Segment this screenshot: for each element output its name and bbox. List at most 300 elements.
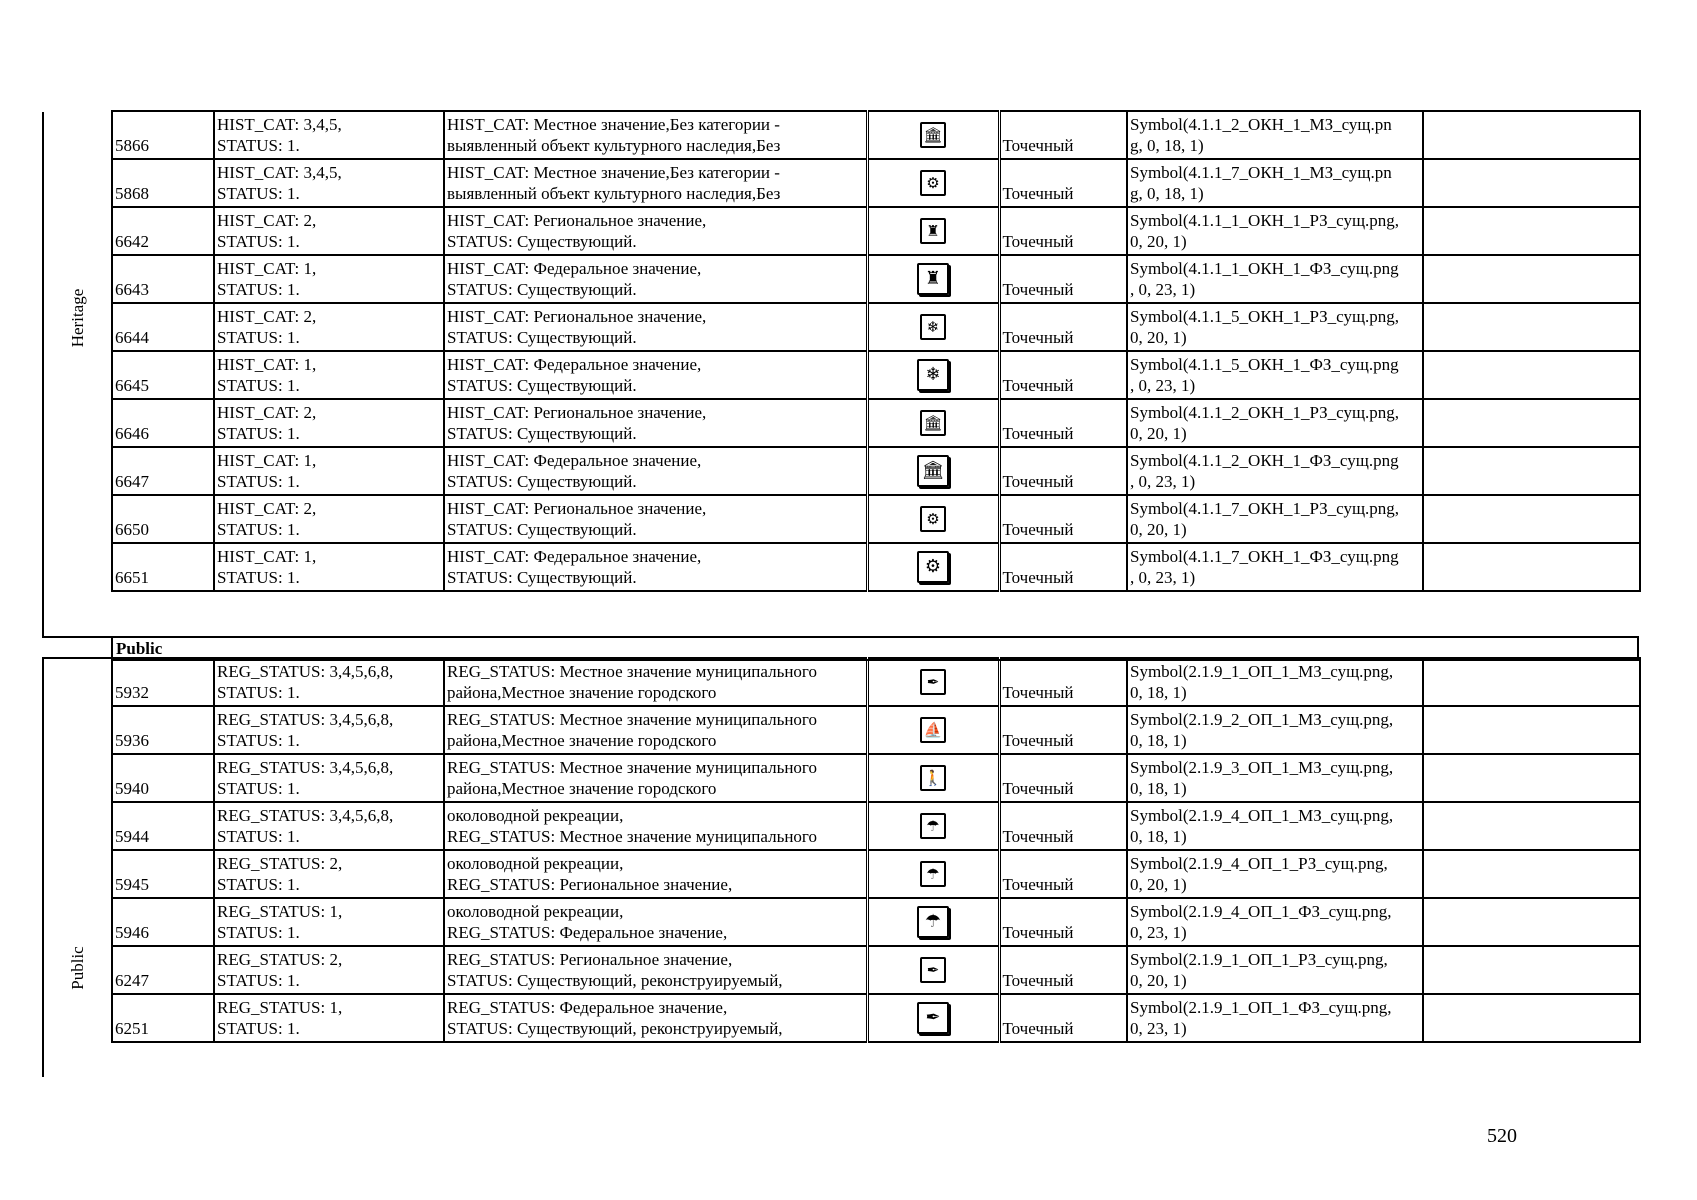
condition-line-2: STATUS: 1. <box>217 827 300 846</box>
symbol-line-1: Symbol(4.1.1_1_ОКН_1_ФЗ_сущ.png <box>1130 259 1399 278</box>
geometry-type-cell <box>999 207 1127 255</box>
condition-cell <box>214 303 444 351</box>
symbol-expression-cell <box>1127 754 1423 802</box>
description-line-1: REG_STATUS: Региональное значение, <box>447 950 733 969</box>
description-cell <box>444 399 867 447</box>
description-line-2: STATUS: Существующий, реконструируемый, <box>447 971 783 990</box>
description-line-2: STATUS: Существующий. <box>447 520 637 539</box>
row-id: 6650 <box>115 520 149 539</box>
symbol-line-2: 0, 20, 1) <box>1130 971 1187 990</box>
symbol-preview-cell <box>867 850 999 898</box>
table-row <box>112 802 1640 850</box>
table-row <box>112 946 1640 994</box>
description-line-1: HIST_CAT: Местное значение,Без категории - <box>447 115 780 134</box>
symbol-preview-cell <box>867 898 999 946</box>
symbol-preview-cell <box>867 111 999 159</box>
symbol-line-1: Symbol(2.1.9_4_ОП_1_ФЗ_сущ.png, <box>1130 902 1392 921</box>
symbol-line-1: Symbol(2.1.9_1_ОП_1_ФЗ_сущ.png, <box>1130 998 1392 1017</box>
description-line-2: STATUS: Существующий. <box>447 472 637 491</box>
empty-cell <box>1423 447 1640 495</box>
description-line-1: HIST_CAT: Региональное значение, <box>447 307 707 326</box>
row-id: 6642 <box>115 232 149 251</box>
condition-line-1: REG_STATUS: 3,4,5,6,8, <box>217 710 394 729</box>
condition-line-2: STATUS: 1. <box>217 971 300 990</box>
condition-line-1: HIST_CAT: 1, <box>217 355 317 374</box>
symbol-line-2: 0, 23, 1) <box>1130 1019 1187 1038</box>
description-cell <box>444 207 867 255</box>
symbol-line-1: Symbol(2.1.9_1_ОП_1_МЗ_сущ.png, <box>1130 662 1394 681</box>
geometry-type: Точечный <box>1002 779 1074 798</box>
symbol-line-1: Symbol(4.1.1_2_ОКН_1_МЗ_сущ.pn <box>1130 115 1392 134</box>
condition-line-1: REG_STATUS: 3,4,5,6,8, <box>217 758 394 777</box>
description-cell <box>444 754 867 802</box>
description-line-1: HIST_CAT: Региональное значение, <box>447 403 707 422</box>
public-style-table <box>111 657 1641 1043</box>
empty-cell <box>1423 850 1640 898</box>
symbol-line-1: Symbol(2.1.9_4_ОП_1_МЗ_сущ.png, <box>1130 806 1394 825</box>
geometry-type-cell <box>999 706 1127 754</box>
geometry-type: Точечный <box>1002 923 1074 942</box>
geometry-type-cell <box>999 850 1127 898</box>
row-id: 5936 <box>115 731 149 750</box>
condition-line-1: HIST_CAT: 2, <box>217 499 317 518</box>
description-line-2: STATUS: Существующий. <box>447 568 637 587</box>
description-line-2: района,Местное значение городского <box>447 779 717 798</box>
geometry-type-cell <box>999 399 1127 447</box>
description-line-2: района,Местное значение городского <box>447 731 717 750</box>
symbol-expression-cell <box>1127 495 1423 543</box>
symbol-expression-cell <box>1127 802 1423 850</box>
row-id: 5946 <box>115 923 149 942</box>
condition-line-2: STATUS: 1. <box>217 280 300 299</box>
symbol-preview-cell <box>867 543 999 591</box>
condition-line-2: STATUS: 1. <box>217 136 300 155</box>
heritage-section-bottom-rule <box>42 636 112 638</box>
condition-line-1: HIST_CAT: 3,4,5, <box>217 163 342 182</box>
empty-cell <box>1423 351 1640 399</box>
symbol-line-1: Symbol(4.1.1_7_ОКН_1_РЗ_сущ.png, <box>1130 499 1400 518</box>
description-line-2: REG_STATUS: Региональное значение, <box>447 875 733 894</box>
description-cell <box>444 111 867 159</box>
condition-cell <box>214 159 444 207</box>
row-id-cell <box>112 706 214 754</box>
empty-cell <box>1423 658 1640 706</box>
geometry-type: Точечный <box>1002 1019 1074 1038</box>
condition-cell <box>214 111 444 159</box>
table-row <box>112 303 1640 351</box>
geometry-type: Точечный <box>1002 568 1074 587</box>
empty-cell <box>1423 399 1640 447</box>
symbol-line-2: , 0, 23, 1) <box>1130 568 1196 587</box>
condition-cell <box>214 898 444 946</box>
empty-cell <box>1423 495 1640 543</box>
row-id-cell <box>112 159 214 207</box>
condition-line-2: STATUS: 1. <box>217 683 300 702</box>
symbol-preview-cell <box>867 447 999 495</box>
condition-line-1: REG_STATUS: 2, <box>217 950 343 969</box>
condition-line-2: STATUS: 1. <box>217 731 300 750</box>
condition-cell <box>214 802 444 850</box>
table-row <box>112 898 1640 946</box>
row-id-cell <box>112 754 214 802</box>
geometry-type: Точечный <box>1002 731 1074 750</box>
feather-icon: ✒ <box>920 669 946 695</box>
description-line-2: выявленный объект культурного наследия,Без <box>447 136 781 155</box>
table-row <box>112 351 1640 399</box>
boat-icon: ⛵ <box>920 717 946 743</box>
table-row <box>112 207 1640 255</box>
description-cell <box>444 706 867 754</box>
row-id: 5940 <box>115 779 149 798</box>
symbol-line-1: Symbol(4.1.1_1_ОКН_1_РЗ_сущ.png, <box>1130 211 1400 230</box>
row-id: 6647 <box>115 472 149 491</box>
symbol-line-2: 0, 20, 1) <box>1130 520 1187 539</box>
description-line-1: HIST_CAT: Федеральное значение, <box>447 355 702 374</box>
gear-monument-icon: ⚙ <box>917 551 949 583</box>
geometry-type: Точечный <box>1002 683 1074 702</box>
symbol-expression-cell <box>1127 850 1423 898</box>
description-cell <box>444 658 867 706</box>
description-line-2: выявленный объект культурного наследия,Без <box>447 184 781 203</box>
condition-line-1: HIST_CAT: 2, <box>217 211 317 230</box>
condition-line-2: STATUS: 1. <box>217 376 300 395</box>
geometry-type: Точечный <box>1002 376 1074 395</box>
symbol-preview-cell <box>867 706 999 754</box>
description-cell <box>444 447 867 495</box>
row-id-cell <box>112 946 214 994</box>
empty-cell <box>1423 159 1640 207</box>
geometry-type-cell <box>999 802 1127 850</box>
condition-cell <box>214 706 444 754</box>
row-id: 5868 <box>115 184 149 203</box>
geometry-type: Точечный <box>1002 232 1074 251</box>
row-id-cell <box>112 898 214 946</box>
row-id-cell <box>112 111 214 159</box>
empty-cell <box>1423 207 1640 255</box>
row-id-cell <box>112 447 214 495</box>
table-row <box>112 658 1640 706</box>
symbol-expression-cell <box>1127 303 1423 351</box>
condition-cell <box>214 543 444 591</box>
symbol-preview-cell <box>867 994 999 1042</box>
condition-line-1: HIST_CAT: 1, <box>217 451 317 470</box>
umbrella-icon: ☂ <box>917 906 949 938</box>
row-id: 6643 <box>115 280 149 299</box>
geometry-type: Точечный <box>1002 971 1074 990</box>
condition-line-2: STATUS: 1. <box>217 472 300 491</box>
row-id-cell <box>112 802 214 850</box>
empty-cell <box>1423 111 1640 159</box>
geometry-type: Точечный <box>1002 827 1074 846</box>
description-cell <box>444 495 867 543</box>
feather-icon: ✒ <box>917 1002 949 1034</box>
museum-icon: 🏛 <box>920 410 946 436</box>
description-cell <box>444 255 867 303</box>
museum-icon: 🏛 <box>920 122 946 148</box>
row-id: 6251 <box>115 1019 149 1038</box>
table-row <box>112 543 1640 591</box>
geometry-type-cell <box>999 495 1127 543</box>
table-row <box>112 159 1640 207</box>
table-row <box>112 495 1640 543</box>
condition-line-1: REG_STATUS: 3,4,5,6,8, <box>217 806 394 825</box>
table-row <box>112 447 1640 495</box>
symbol-expression-cell <box>1127 946 1423 994</box>
symbol-expression-cell <box>1127 399 1423 447</box>
geometry-type: Точечный <box>1002 520 1074 539</box>
row-id: 6651 <box>115 568 149 587</box>
geometry-type-cell <box>999 754 1127 802</box>
empty-cell <box>1423 543 1640 591</box>
table-row <box>112 399 1640 447</box>
description-line-1: околоводной рекреации, <box>447 854 624 873</box>
museum-icon: 🏛 <box>917 455 949 487</box>
condition-line-2: STATUS: 1. <box>217 779 300 798</box>
geometry-type: Точечный <box>1002 136 1074 155</box>
heritage-section-label: Heritage <box>68 288 87 348</box>
row-id: 6247 <box>115 971 149 990</box>
page-number: 520 <box>1487 1125 1517 1147</box>
row-id: 5945 <box>115 875 149 894</box>
condition-line-1: REG_STATUS: 3,4,5,6,8, <box>217 662 394 681</box>
geometry-type-cell <box>999 658 1127 706</box>
row-id-cell <box>112 994 214 1042</box>
description-line-1: HIST_CAT: Региональное значение, <box>447 499 707 518</box>
symbol-preview-cell <box>867 159 999 207</box>
condition-line-1: REG_STATUS: 1, <box>217 998 343 1017</box>
empty-cell <box>1423 994 1640 1042</box>
description-line-1: HIST_CAT: Федеральное значение, <box>447 259 702 278</box>
geometry-type-cell <box>999 303 1127 351</box>
empty-cell <box>1423 898 1640 946</box>
description-cell <box>444 543 867 591</box>
symbol-expression-cell <box>1127 159 1423 207</box>
empty-cell <box>1423 802 1640 850</box>
condition-cell <box>214 658 444 706</box>
symbol-line-2: 0, 18, 1) <box>1130 731 1187 750</box>
condition-cell <box>214 447 444 495</box>
condition-line-1: HIST_CAT: 2, <box>217 307 317 326</box>
row-id-cell <box>112 351 214 399</box>
row-id-cell <box>112 255 214 303</box>
symbol-line-1: Symbol(4.1.1_7_ОКН_1_МЗ_сущ.pn <box>1130 163 1392 182</box>
row-id: 6645 <box>115 376 149 395</box>
description-line-1: REG_STATUS: Местное значение муниципального <box>447 710 817 729</box>
condition-cell <box>214 946 444 994</box>
gear-monument-icon: ⚙ <box>920 170 946 196</box>
description-line-2: REG_STATUS: Федеральное значение, <box>447 923 728 942</box>
symbol-line-2: 0, 20, 1) <box>1130 424 1187 443</box>
geometry-type-cell <box>999 159 1127 207</box>
condition-line-1: HIST_CAT: 1, <box>217 547 317 566</box>
row-id-cell <box>112 658 214 706</box>
walker-icon: 🚶 <box>920 765 946 791</box>
condition-cell <box>214 255 444 303</box>
symbol-expression-cell <box>1127 994 1423 1042</box>
empty-cell <box>1423 303 1640 351</box>
symbol-line-1: Symbol(4.1.1_5_ОКН_1_ФЗ_сущ.png <box>1130 355 1399 374</box>
symbol-expression-cell <box>1127 351 1423 399</box>
row-id-cell <box>112 850 214 898</box>
description-cell <box>444 159 867 207</box>
condition-line-1: REG_STATUS: 1, <box>217 902 343 921</box>
symbol-expression-cell <box>1127 543 1423 591</box>
condition-line-1: REG_STATUS: 2, <box>217 854 343 873</box>
description-line-2: STATUS: Существующий. <box>447 328 637 347</box>
heritage-style-table <box>111 110 1641 592</box>
symbol-expression-cell <box>1127 898 1423 946</box>
condition-line-2: STATUS: 1. <box>217 568 300 587</box>
gear-monument-icon: ⚙ <box>920 506 946 532</box>
symbol-line-2: 0, 20, 1) <box>1130 232 1187 251</box>
symbol-line-1: Symbol(4.1.1_2_ОКН_1_ФЗ_сущ.png <box>1130 451 1399 470</box>
symbol-expression-cell <box>1127 207 1423 255</box>
row-id-cell <box>112 207 214 255</box>
symbol-line-2: , 0, 23, 1) <box>1130 280 1196 299</box>
empty-cell <box>1423 754 1640 802</box>
monument-icon: ♜ <box>920 218 946 244</box>
symbol-line-2: 0, 18, 1) <box>1130 779 1187 798</box>
row-id-cell <box>112 399 214 447</box>
table-row <box>112 255 1640 303</box>
symbol-line-2: 0, 18, 1) <box>1130 827 1187 846</box>
row-id: 6646 <box>115 424 149 443</box>
symbol-preview-cell <box>867 946 999 994</box>
public-section-label: Public <box>68 946 87 990</box>
description-line-1: HIST_CAT: Федеральное значение, <box>447 547 702 566</box>
description-cell <box>444 898 867 946</box>
symbol-line-2: , 0, 23, 1) <box>1130 472 1196 491</box>
description-line-2: STATUS: Существующий. <box>447 280 637 299</box>
description-cell <box>444 946 867 994</box>
condition-line-2: STATUS: 1. <box>217 232 300 251</box>
symbol-line-1: Symbol(4.1.1_2_ОКН_1_РЗ_сущ.png, <box>1130 403 1400 422</box>
description-line-1: REG_STATUS: Местное значение муниципального <box>447 758 817 777</box>
monument-icon: ♜ <box>917 263 949 295</box>
condition-line-2: STATUS: 1. <box>217 520 300 539</box>
condition-cell <box>214 994 444 1042</box>
description-cell <box>444 303 867 351</box>
symbol-expression-cell <box>1127 706 1423 754</box>
description-line-1: околоводной рекреации, <box>447 902 624 921</box>
condition-cell <box>214 399 444 447</box>
geometry-type: Точечный <box>1002 184 1074 203</box>
empty-cell <box>1423 946 1640 994</box>
geometry-type-cell <box>999 447 1127 495</box>
row-id-cell <box>112 495 214 543</box>
description-line-1: REG_STATUS: Федеральное значение, <box>447 998 728 1017</box>
symbol-line-2: 0, 18, 1) <box>1130 683 1187 702</box>
condition-line-1: HIST_CAT: 3,4,5, <box>217 115 342 134</box>
row-id: 5866 <box>115 136 149 155</box>
symbol-line-2: g, 0, 18, 1) <box>1130 184 1204 203</box>
row-id: 5932 <box>115 683 149 702</box>
symbol-preview-cell <box>867 207 999 255</box>
symbol-line-1: Symbol(4.1.1_5_ОКН_1_РЗ_сущ.png, <box>1130 307 1400 326</box>
symbol-line-1: Symbol(2.1.9_2_ОП_1_МЗ_сущ.png, <box>1130 710 1394 729</box>
condition-cell <box>214 850 444 898</box>
geometry-type: Точечный <box>1002 472 1074 491</box>
table-row <box>112 754 1640 802</box>
symbol-expression-cell <box>1127 658 1423 706</box>
geometry-type-cell <box>999 898 1127 946</box>
symbol-line-1: Symbol(2.1.9_3_ОП_1_МЗ_сущ.png, <box>1130 758 1394 777</box>
condition-cell <box>214 495 444 543</box>
symbol-preview-cell <box>867 303 999 351</box>
symbol-preview-cell <box>867 754 999 802</box>
description-cell <box>444 850 867 898</box>
condition-line-2: STATUS: 1. <box>217 1019 300 1038</box>
geometry-type-cell <box>999 111 1127 159</box>
umbrella-icon: ☂ <box>920 861 946 887</box>
condition-cell <box>214 207 444 255</box>
public-section-border <box>42 657 44 1077</box>
condition-line-2: STATUS: 1. <box>217 875 300 894</box>
condition-line-2: STATUS: 1. <box>217 424 300 443</box>
symbol-line-2: g, 0, 18, 1) <box>1130 136 1204 155</box>
public-section-top-rule <box>42 657 112 659</box>
symbol-expression-cell <box>1127 255 1423 303</box>
description-cell <box>444 994 867 1042</box>
symbol-expression-cell <box>1127 111 1423 159</box>
row-id: 6644 <box>115 328 149 347</box>
condition-cell <box>214 754 444 802</box>
description-line-1: околоводной рекреации, <box>447 806 624 825</box>
symbol-line-2: 0, 23, 1) <box>1130 923 1187 942</box>
geometry-type: Точечный <box>1002 424 1074 443</box>
snowflake-icon: ❄ <box>920 314 946 340</box>
feather-icon: ✒ <box>920 957 946 983</box>
condition-line-2: STATUS: 1. <box>217 184 300 203</box>
symbol-line-1: Symbol(4.1.1_7_ОКН_1_ФЗ_сущ.png <box>1130 547 1399 566</box>
geometry-type: Точечный <box>1002 328 1074 347</box>
snowflake-icon: ❄ <box>917 359 949 391</box>
description-line-1: REG_STATUS: Местное значение муниципального <box>447 662 817 681</box>
row-id: 5944 <box>115 827 149 846</box>
description-cell <box>444 802 867 850</box>
description-line-2: REG_STATUS: Местное значение муниципального <box>447 827 817 846</box>
geometry-type-cell <box>999 994 1127 1042</box>
table-row <box>112 111 1640 159</box>
description-line-2: STATUS: Существующий. <box>447 424 637 443</box>
row-id-cell <box>112 543 214 591</box>
description-line-1: HIST_CAT: Федеральное значение, <box>447 451 702 470</box>
symbol-line-1: Symbol(2.1.9_4_ОП_1_РЗ_сущ.png, <box>1130 854 1388 873</box>
table-row <box>112 994 1640 1042</box>
symbol-preview-cell <box>867 802 999 850</box>
table-row <box>112 850 1640 898</box>
symbol-line-1: Symbol(2.1.9_1_ОП_1_РЗ_сущ.png, <box>1130 950 1388 969</box>
symbol-preview-cell <box>867 495 999 543</box>
condition-line-2: STATUS: 1. <box>217 328 300 347</box>
condition-line-1: HIST_CAT: 2, <box>217 403 317 422</box>
geometry-type: Точечный <box>1002 875 1074 894</box>
geometry-type-cell <box>999 543 1127 591</box>
description-line-2: STATUS: Существующий. <box>447 376 637 395</box>
symbol-line-2: , 0, 23, 1) <box>1130 376 1196 395</box>
condition-line-2: STATUS: 1. <box>217 923 300 942</box>
heritage-section-border <box>42 112 44 638</box>
description-line-1: HIST_CAT: Местное значение,Без категории - <box>447 163 780 182</box>
empty-cell <box>1423 255 1640 303</box>
description-cell <box>444 351 867 399</box>
symbol-line-2: 0, 20, 1) <box>1130 328 1187 347</box>
symbol-preview-cell <box>867 255 999 303</box>
symbol-expression-cell <box>1127 447 1423 495</box>
geometry-type-cell <box>999 351 1127 399</box>
description-line-2: STATUS: Существующий. <box>447 232 637 251</box>
umbrella-icon: ☂ <box>920 813 946 839</box>
